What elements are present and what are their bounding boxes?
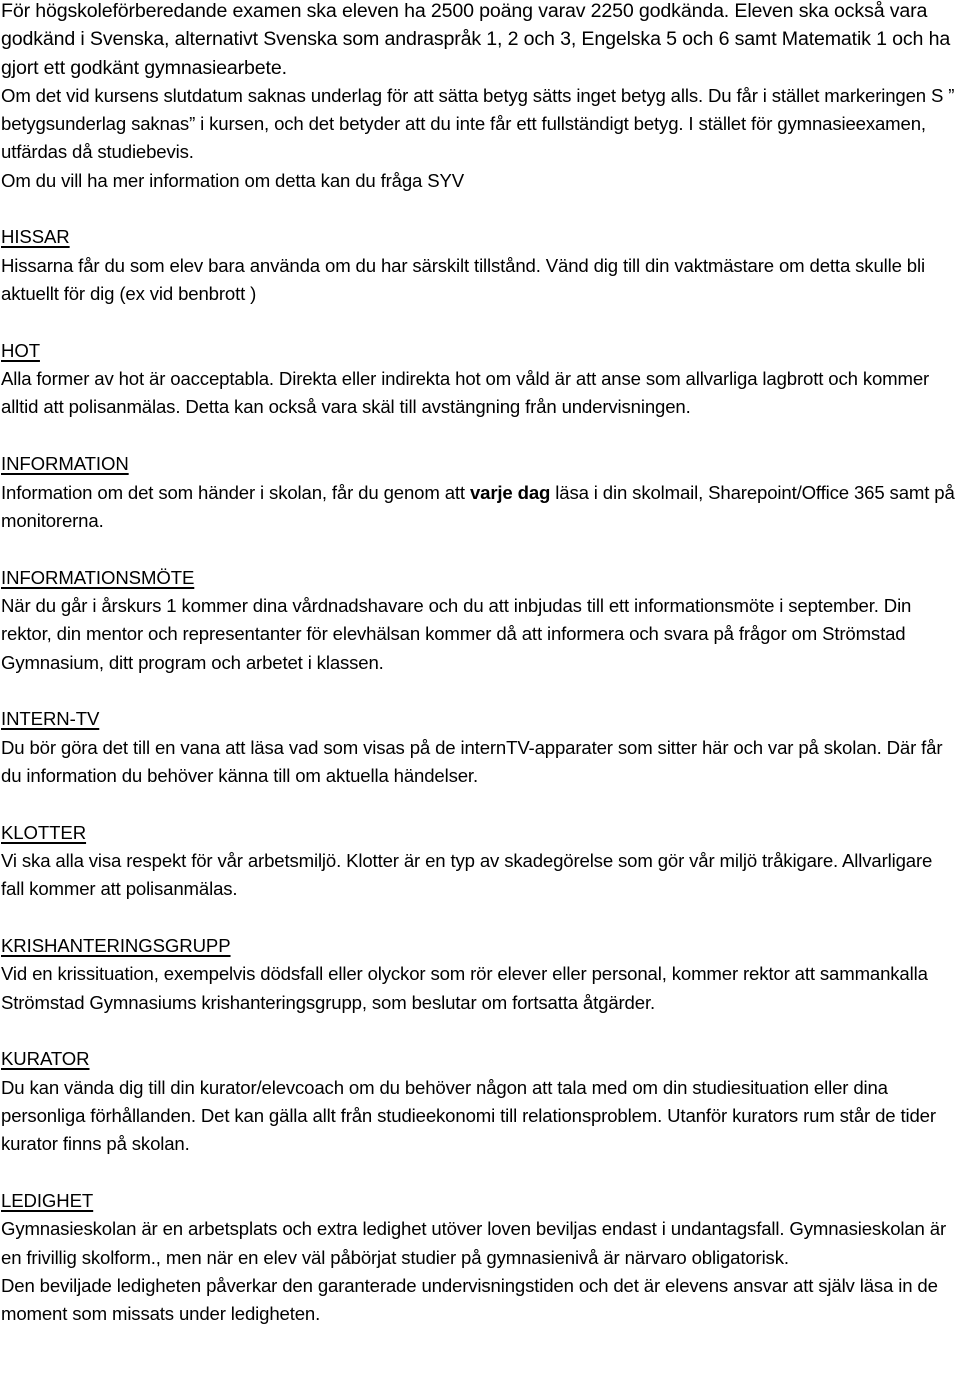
section-paragraph: Gymnasieskolan är en arbetsplats och extra ledighet utöver loven beviljas endast i undantagsfall. Gymnasieskolan är en frivillig skolform., men när en elev väl påbörjat studier på gymnasienivå är närvaro obligatorisk.: [1, 1218, 946, 1268]
section-paragraph: [1, 479, 959, 536]
section-informationsmote: [1, 564, 959, 677]
section-paragraph: Du kan vända dig till din kurator/elevcoach om du behöver någon att tala med om din studiesituation eller dina personliga förhållanden. Det kan gälla allt från studieekonomi till relationsproblem. Utanför kurators rum står de tider kurator finns på skolan.: [1, 1076, 936, 1155]
section-paragraph: Du bör göra det till en vana att läsa vad som visas på de internTV-apparater som sitter här och var på skolan. Där får du information du behöver känna till om aktuella händelser.: [1, 736, 943, 786]
information-emphasis: varje dag: [469, 481, 551, 503]
information-text-end: läsa i din skolmail, Sharepoint/Office 365 samt på monitorerna.: [1, 481, 955, 531]
section-heading: KLOTTER: [1, 821, 87, 843]
section-heading: INTERN-TV: [1, 708, 100, 730]
section-paragraph: Den beviljade ledigheten påverkar den garanterade undervisningstiden och det är elevens ansvar att själv läsa in de moment som missats under ledigheten.: [1, 1275, 938, 1325]
section-paragraph: Vi ska alla visa respekt för vår arbetsmiljö. Klotter är en typ av skadegörelse som gör vår miljö tråkigare. Allvarligare fall kommer att polisanmälas.: [1, 849, 933, 900]
section-heading: INFORMATIONSMÖTE: [1, 566, 195, 588]
section-intern-tv: [1, 705, 959, 790]
section-heading: HOT: [1, 339, 40, 361]
section-klotter: [1, 819, 959, 904]
section-paragraph: Vid en krissituation, exempelvis dödsfall eller olyckor som rör elever eller personal, kommer rektor att sammankalla Strömstad Gymnasiums krishanteringsgrupp, som beslutar om fortsatta åtgärder.: [1, 963, 928, 1013]
section-heading: INFORMATION: [1, 453, 129, 475]
section-heading: KURATOR: [1, 1048, 90, 1070]
missing-grade-paragraph: Om det vid kursens slutdatum saknas underlag för att sätta betyg sätts inget betyg alls. Du får i stället markeringen S ” betygsunderlag saknas” i kursen, och det betyder att du inte får ett fullständigt betyg. I stället för gymnasieexamen, utfärdas då studiebevis.: [1, 84, 955, 163]
section-paragraph: Hissarna får du som elev bara använda om du har särskilt tillstånd. Vänd dig till din vaktmästare om detta skulle bli aktuellt för dig (ex vid benbrott ): [1, 254, 925, 305]
section-heading: LEDIGHET: [1, 1190, 94, 1212]
section-hot: [1, 337, 959, 422]
information-text-start: Information om det som händer i skolan, får du genom att: [1, 481, 470, 503]
section-paragraph: När du går i årskurs 1 kommer dina vårdnadshavare och du att inbjudas till ett informationsmöte i september. Din rektor, din mentor och representanter för elevhälsan kommer då att informera och svara på frågor om Strömstad Gymnasium, ditt program och arbetet i klassen.: [1, 594, 912, 673]
section-heading: HISSAR: [1, 226, 70, 248]
section-heading: KRISHANTERINGSGRUPP: [1, 935, 231, 957]
section-hissar: [1, 223, 959, 308]
section-kurator: [1, 1045, 959, 1158]
section-paragraph: Alla former av hot är oacceptabla. Direkta eller indirekta hot om våld är att anse som allvarliga lagbrott och kommer alltid att polisanmälas. Detta kan också vara skäl till avstängning från undervisningen.: [1, 368, 930, 418]
intro-block: [1, 0, 959, 195]
exam-requirements-paragraph: För högskoleförberedande examen ska eleven ha 2500 poäng varav 2250 godkända. Eleven ska också vara godkänd i Svenska, alternativt Svenska som andraspråk 1, 2 och 3, Engelska 5 och 6 samt Matematik 1 och ha gjort ett godkänt gymnasiearbete.: [1, 0, 951, 79]
section-information: [1, 450, 959, 535]
section-ledighet: [1, 1187, 959, 1329]
syv-info-paragraph: Om du vill ha mer information om detta kan du fråga SYV: [1, 169, 465, 191]
section-krishanteringsgrupp: [1, 932, 959, 1017]
